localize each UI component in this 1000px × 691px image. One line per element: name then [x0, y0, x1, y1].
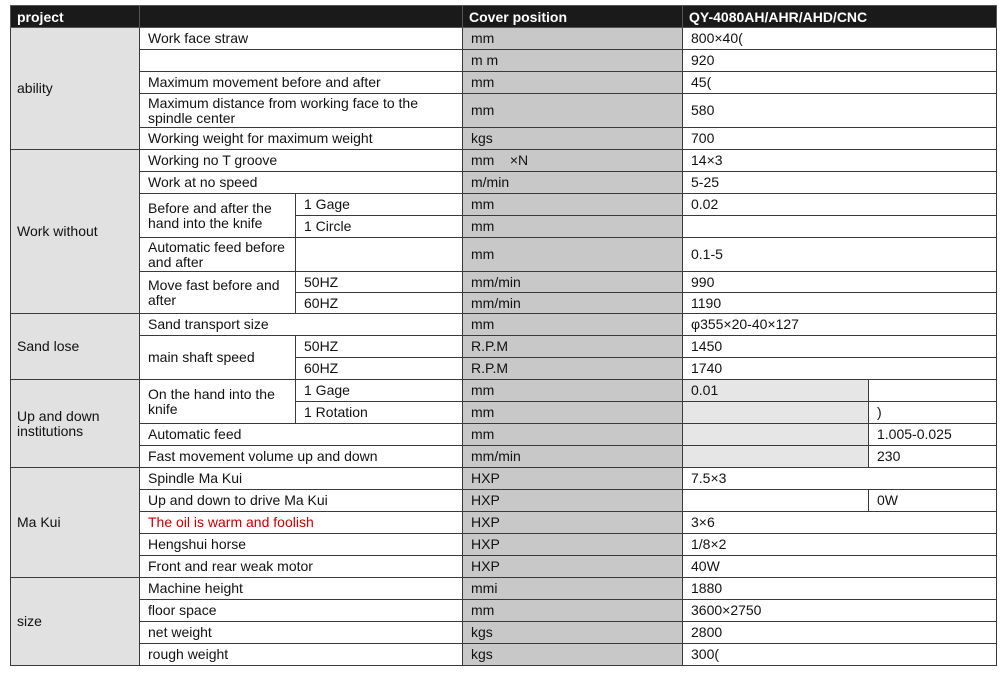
item-label	[140, 50, 463, 72]
value-cell: 300(	[683, 644, 997, 666]
group-ma-kui: Ma Kui	[11, 468, 140, 578]
item-label: floor space	[140, 600, 463, 622]
value-cell: φ355×20-40×127	[683, 314, 997, 336]
table-row	[11, 424, 997, 446]
item-label: Working weight for maximum weight	[140, 128, 463, 150]
unit-cell: mm/min	[463, 446, 683, 468]
value-cell: 990	[683, 272, 997, 293]
table-row	[11, 50, 997, 72]
table-row	[11, 600, 997, 622]
unit-cell: mm	[463, 72, 683, 94]
table-row	[11, 556, 997, 578]
sub-label: 50HZ	[296, 336, 463, 358]
sub-label	[296, 238, 463, 272]
unit-cell: HXP	[463, 468, 683, 490]
value-cell: 7.5×3	[683, 468, 997, 490]
table-row	[11, 172, 997, 194]
value-cell: 14×3	[683, 150, 997, 172]
unit-cell: mm	[463, 600, 683, 622]
value-cell: 0.02	[683, 194, 997, 216]
unit-cell: kgs	[463, 622, 683, 644]
table-row	[11, 150, 997, 172]
unit-cell: mm	[463, 94, 683, 128]
specification-table	[10, 5, 997, 666]
unit-cell: HXP	[463, 490, 683, 512]
unit-cell: m/min	[463, 172, 683, 194]
unit-cell: mm	[463, 194, 683, 216]
table-row	[11, 622, 997, 644]
unit-cell: m m	[463, 50, 683, 72]
value-cell	[683, 216, 997, 238]
unit-cell: mm	[463, 216, 683, 238]
item-label: Automatic feed	[140, 424, 463, 446]
table-row	[11, 490, 997, 512]
value-cell	[683, 490, 869, 512]
group-up-down: Up and down institutions	[11, 380, 140, 468]
unit-cell: kgs	[463, 644, 683, 666]
table-row	[11, 534, 997, 556]
value-cell: 700	[683, 128, 997, 150]
header-project: project	[11, 6, 140, 28]
extra-cell: 0W	[869, 490, 997, 512]
value-cell: 1880	[683, 578, 997, 600]
unit-cell: mm	[463, 28, 683, 50]
value-cell: 1/8×2	[683, 534, 997, 556]
table-row	[11, 72, 997, 94]
item-label: main shaft speed	[140, 336, 296, 380]
item-label: Work at no speed	[140, 172, 463, 194]
value-cell	[683, 446, 869, 468]
value-cell	[683, 424, 869, 446]
item-label: Work face straw	[140, 28, 463, 50]
table-row	[11, 644, 997, 666]
table-row	[11, 512, 997, 534]
group-ability: ability	[11, 28, 140, 150]
value-cell: 3600×2750	[683, 600, 997, 622]
value-cell: 1450	[683, 336, 997, 358]
extra-cell: )	[869, 402, 997, 424]
sub-label: 1 Gage	[296, 194, 463, 216]
header-item-blank	[140, 6, 463, 28]
item-label: rough weight	[140, 644, 463, 666]
unit-cell: HXP	[463, 556, 683, 578]
sub-label: 1 Gage	[296, 380, 463, 402]
value-cell: 2800	[683, 622, 997, 644]
unit-cell: kgs	[463, 128, 683, 150]
item-label: Maximum movement before and after	[140, 72, 463, 94]
value-cell: 0.1-5	[683, 238, 997, 272]
unit-cell: mm	[463, 402, 683, 424]
item-label: Maximum distance from working face to the spindle center	[140, 94, 463, 128]
item-label: Move fast before and after	[140, 272, 296, 314]
value-cell: 1740	[683, 358, 997, 380]
item-label: Automatic feed before and after	[140, 238, 296, 272]
unit-cell: mm/min	[463, 272, 683, 293]
item-label: Fast movement volume up and down	[140, 446, 463, 468]
value-cell: 800×40(	[683, 28, 997, 50]
header-model: QY-4080AH/AHR/AHD/CNC	[683, 6, 997, 28]
value-cell	[683, 402, 869, 424]
extra-cell: 230	[869, 446, 997, 468]
unit-cell: HXP	[463, 512, 683, 534]
unit-cell: R.P.M	[463, 336, 683, 358]
unit-cell: mm	[463, 380, 683, 402]
table-row	[11, 314, 997, 336]
table-row	[11, 128, 997, 150]
item-label: net weight	[140, 622, 463, 644]
unit-cell: mm/min	[463, 293, 683, 314]
unit-cell: HXP	[463, 534, 683, 556]
sub-label: 60HZ	[296, 293, 463, 314]
item-label: Spindle Ma Kui	[140, 468, 463, 490]
value-cell: 40W	[683, 556, 997, 578]
sub-label: 1 Circle	[296, 216, 463, 238]
table-row	[11, 446, 997, 468]
item-label: Hengshui horse	[140, 534, 463, 556]
item-label: Up and down to drive Ma Kui	[140, 490, 463, 512]
table-row	[11, 28, 997, 50]
value-cell: 0.01	[683, 380, 869, 402]
value-cell: 3×6	[683, 512, 997, 534]
unit-cell: mm ×N	[463, 150, 683, 172]
item-label: Working no T groove	[140, 150, 463, 172]
table-row	[11, 194, 997, 216]
group-size: size	[11, 578, 140, 666]
item-label: Front and rear weak motor	[140, 556, 463, 578]
value-cell: 920	[683, 50, 997, 72]
table-row	[11, 336, 997, 358]
sub-label: 60HZ	[296, 358, 463, 380]
value-cell: 1190	[683, 293, 997, 314]
item-label: Machine height	[140, 578, 463, 600]
item-label: Before and after the hand into the knife	[140, 194, 296, 238]
table-row	[11, 272, 997, 293]
table-row	[11, 94, 997, 128]
item-label: The oil is warm and foolish	[140, 512, 463, 534]
value-cell: 5-25	[683, 172, 997, 194]
unit-cell: R.P.M	[463, 358, 683, 380]
header-row	[11, 6, 997, 28]
extra-cell	[869, 380, 997, 402]
extra-cell: 1.005-0.025	[869, 424, 997, 446]
group-work-without: Work without	[11, 150, 140, 314]
item-label: On the hand into the knife	[140, 380, 296, 424]
unit-cell: mm	[463, 238, 683, 272]
unit-cell: mm	[463, 424, 683, 446]
group-sand-lose: Sand lose	[11, 314, 140, 380]
sub-label: 50HZ	[296, 272, 463, 293]
table-row	[11, 578, 997, 600]
unit-cell: mmi	[463, 578, 683, 600]
value-cell: 45(	[683, 72, 997, 94]
sub-label: 1 Rotation	[296, 402, 463, 424]
unit-cell: mm	[463, 314, 683, 336]
item-label: Sand transport size	[140, 314, 463, 336]
table-row	[11, 468, 997, 490]
table-row	[11, 238, 997, 272]
table-row	[11, 380, 997, 402]
value-cell: 580	[683, 94, 997, 128]
header-cover-position: Cover position	[463, 6, 683, 28]
